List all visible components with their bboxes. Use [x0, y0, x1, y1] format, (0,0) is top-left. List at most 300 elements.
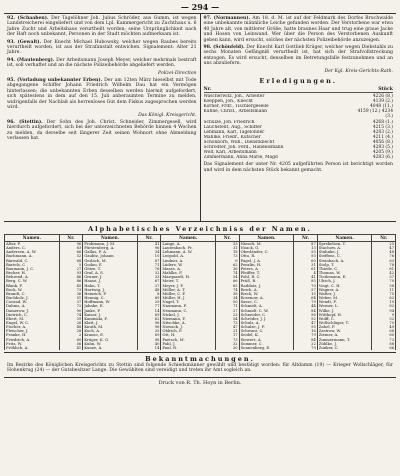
alphabetical-index-title: Alphabetisches Verzeichniss der Namen.: [4, 221, 396, 234]
index-number: 60: [294, 259, 317, 263]
index-number: 48: [372, 250, 396, 254]
index-number: 66: [372, 346, 396, 350]
index-name: Bachmann, A.: [5, 254, 60, 258]
index-name: Wolff, C.: [317, 317, 372, 321]
index-name: Oberländer, C.: [239, 250, 294, 254]
right-signature-1: Der Kgl. Kreis-Gerichts-Rath.: [324, 68, 393, 74]
index-number: 6: [216, 259, 239, 263]
index-number: 66: [216, 279, 239, 283]
index-number: 45: [59, 284, 82, 288]
index-number: 18: [216, 250, 239, 254]
index-name: Schneider, C.: [239, 313, 294, 317]
erledigungen-header: [204, 87, 394, 93]
index-number: 74: [216, 288, 239, 292]
index-name: Koch, A.: [83, 329, 138, 333]
top-section: [4, 13, 396, 221]
erledigungen-header-left: Nr.: [203, 87, 212, 93]
notice-item: [7, 40, 197, 56]
index-number: 26: [59, 321, 82, 325]
index-number: 71: [137, 263, 160, 267]
erledigung-name: Mahlke, Friedr., Kutscher: [203, 134, 261, 140]
left-column: [4, 14, 201, 221]
index-name: Gruner, J.: [83, 275, 138, 279]
index-name: Schmidt, C. W.: [239, 309, 294, 313]
index-number: 9: [372, 313, 396, 317]
index-name: Friedrich, A.: [5, 338, 60, 342]
index-name: Gaulitz, Johann: [83, 254, 138, 258]
index-name: Schulze, J. F.: [239, 325, 294, 329]
erledigung-name: Schönborn, Wilh., Dienstknecht: [203, 139, 275, 145]
index-number: 93: [294, 254, 317, 258]
index-name: Thomas, W.: [317, 271, 372, 275]
index-number: 75: [372, 292, 396, 296]
erledigung-number: 4283 (5.): [372, 145, 393, 150]
index-name: Bock, W.: [5, 288, 60, 292]
index-number: 36: [59, 292, 82, 296]
index-number: 98: [137, 338, 160, 342]
index-name: Wittkopf, H.: [317, 313, 372, 317]
index-name: Sommer, C.: [239, 342, 294, 346]
erledigung-number: 4215 (3.): [372, 124, 393, 130]
index-number: 85: [294, 279, 317, 283]
index-number: 11: [372, 288, 396, 292]
index-name: Mahlke, F.: [161, 271, 216, 275]
index-number: 73: [59, 288, 82, 292]
index-name: Gallus, F. A.: [83, 250, 138, 254]
index-column-header: Namen.: [161, 235, 216, 242]
index-name: Fleischer, J.: [5, 329, 60, 333]
index-name: Lüders, W.: [161, 263, 216, 267]
index-number: 67: [137, 279, 160, 283]
index-number: 35: [137, 329, 160, 333]
index-column-header: Namen.: [317, 235, 372, 242]
index-name: Andersen, A. W.: [5, 250, 60, 254]
index-number: 58: [372, 284, 396, 288]
index-name: Nickel, J.: [161, 313, 216, 317]
notice-96-head: 96. (Stettin).: [7, 119, 43, 125]
notice-96-text: Der Sohn des Joh. Christ. Schneider, Zimmergesell, wird hierdurch aufgefordert, sich bei der unterzeichneten Behörde binnen 4 Wochen zu melden, da derselbe seit längerer Zeit seinen Wohnort ohne Abmeldung verlassen hat.: [7, 119, 197, 142]
index-number: 32: [137, 271, 160, 275]
index-number: 8: [137, 292, 160, 296]
index-number: 73: [216, 321, 239, 325]
index-number: 21: [216, 329, 239, 333]
index-name: Reich, A.: [239, 288, 294, 292]
index-name: Stachow, A.: [317, 246, 372, 250]
index-number: 74: [216, 271, 239, 275]
erledigung-number: 4205 (9.): [372, 150, 393, 156]
index-number: 30: [216, 346, 239, 350]
index-name: Kuhn, W.: [83, 342, 138, 346]
notice-95-head: 95. (Vorladung unbekannter Erben).: [7, 78, 103, 84]
index-column-header: Namen.: [239, 235, 294, 242]
erledigung-number: 4211 (4.): [372, 134, 393, 140]
index-number: 37: [59, 300, 82, 304]
index-name: Hahn, T.: [83, 284, 138, 288]
index-number: 94: [372, 309, 396, 313]
index-number: 38: [216, 292, 239, 296]
index-number: 57: [294, 288, 317, 292]
erledigung-number: 4159 (12.) 4234 (3.): [357, 109, 393, 120]
alphabetical-index-header: [5, 235, 396, 242]
index-number: 60: [59, 338, 82, 342]
notice-text: Der Knecht Michael Hubowsky, welcher wegen Raubes bereits verurtheilt worden, ist aus der Strafanstalt entwichen. Signalement: Alter 21 Jahre.: [7, 39, 197, 56]
index-name: Baumann, J. C.: [5, 267, 60, 271]
erledigung-name: Schrödter, Joh. Ferd., Handelsmann: [203, 145, 284, 150]
bekanntmachungen-title: Bekanntmachungen.: [4, 352, 396, 363]
alphabetical-index-table: [4, 234, 396, 350]
index-name: Wilke, J.: [317, 309, 372, 313]
index-name: Conrad, W.: [5, 300, 60, 304]
index-name: Siewert, A.: [239, 338, 294, 342]
index-number: 90: [59, 309, 82, 313]
index-name: Zimmermann, T.: [317, 338, 372, 342]
index-number: 70: [294, 284, 317, 288]
erledigung-number: 4139 (2.): [372, 99, 393, 105]
index-number: 68: [372, 329, 396, 333]
index-name: Ebert, M.: [5, 317, 60, 321]
index-name: Jahnke, E.: [83, 304, 138, 308]
index-number: 83: [59, 246, 82, 250]
index-name: Wendt, F.: [317, 300, 372, 304]
index-name: Schmidt, A.: [239, 304, 294, 308]
index-name: Hennig, C.: [83, 296, 138, 300]
index-number: 96: [294, 313, 317, 317]
index-name: Paetsch, M.: [161, 338, 216, 342]
index-number: 54: [216, 275, 239, 279]
index-number: 63: [372, 259, 396, 263]
index-name: Müller, H. J.: [161, 296, 216, 300]
index-name: Dahms, A.: [5, 304, 60, 308]
index-number: 48: [59, 325, 82, 329]
index-number: 92: [294, 317, 317, 321]
index-number: 47: [372, 246, 396, 250]
index-number: 69: [137, 313, 160, 317]
index-name: Paul, R.: [161, 346, 216, 350]
index-name: Marquardt, H.: [161, 275, 216, 279]
notice-head: 93. (Gewalt).: [7, 39, 42, 45]
index-number: 31: [216, 246, 239, 250]
index-number: 42: [372, 271, 396, 275]
index-number: 32: [216, 342, 239, 346]
index-number: 96: [59, 242, 82, 247]
printer-imprint: Druck von R. Th. Hoyn in Berlin.: [4, 377, 396, 386]
index-number: 87: [294, 242, 317, 247]
erledigung-number: 4226 (8.): [372, 94, 393, 100]
index-name: Ott, H.: [161, 333, 216, 337]
index-number: 75: [372, 321, 396, 325]
index-number: 27: [59, 267, 82, 271]
index-number: 77: [137, 304, 160, 308]
index-name: Buchholz, J.: [5, 296, 60, 300]
index-name: Pahl, J.: [161, 342, 216, 346]
index-name: Janke, F.: [83, 309, 138, 313]
index-name: Otto, R.: [239, 254, 294, 258]
notice-text: Am 18. d. M. ist auf der Feldmark des Dorfes Bruchwalde eine unbekannte männliche Leiche gefunden worden. Der Verstorbene war etwa 40 Jahre alt, von mittlerer Größe, hatte braunes Haar und trug eine graue Jacke und Hosen von Leinwand. Wer über die Person des Verstorbenen Auskunft geben kann, wird ersucht, solches der nächsten Polizeibehörde anzuzeigen.: [203, 16, 393, 43]
index-name: Prüß, B.: [239, 279, 294, 283]
index-number: 62: [216, 263, 239, 267]
index-name: Stolp, T.: [317, 263, 372, 267]
index-name: Blank, F.: [5, 284, 60, 288]
index-number: 96: [137, 246, 160, 250]
index-number: 68: [59, 259, 82, 263]
index-name: Lindner, A.: [161, 259, 216, 263]
index-name: Möller, A. T.: [161, 288, 216, 292]
index-number: 71: [216, 304, 239, 308]
index-name: Penzlin, H.: [239, 263, 294, 267]
notice-head: 97. (Normannen).: [203, 16, 251, 21]
index-name: Gerlach, M.: [83, 259, 138, 263]
index-name: Lehmann, A. W.: [161, 250, 216, 254]
index-name: Stahnke, J.: [317, 250, 372, 254]
index-column-header: Namen.: [5, 235, 60, 242]
index-number: 2: [59, 333, 82, 337]
erledigung-row: [204, 109, 394, 119]
index-name: Schröder, J. J.: [239, 317, 294, 321]
index-column-header: Nr.: [216, 235, 239, 242]
index-name: Raddatz, J.: [239, 284, 294, 288]
index-name: Graf, A. S.: [83, 271, 138, 275]
index-number: 87: [137, 259, 160, 263]
index-number: 37: [372, 275, 396, 279]
index-number: 79: [294, 333, 317, 337]
index-name: Krüger, K. G.: [83, 338, 138, 342]
index-name: Damerow, J.: [5, 309, 60, 313]
index-name: Krause, E.: [83, 333, 138, 337]
index-name: Schwarz, C.: [239, 329, 294, 333]
index-name: Maass, A.: [161, 267, 216, 271]
index-number: 34: [216, 296, 239, 300]
index-number: 10: [137, 254, 160, 258]
erledigungen-note: Das Signalement der unter Nr. 4205 aufgeführten Person ist berichtigt worden und wird in dem nächsten Stück bekannt gemacht.: [203, 162, 393, 173]
left-signature-2: Das Königl. Kreisgericht.: [138, 112, 197, 118]
index-name: Fürstenberg, A.: [83, 246, 138, 250]
index-column-header: Namen.: [83, 235, 138, 242]
erledigungen-header-right: Stück: [378, 87, 393, 93]
index-number: 40: [137, 342, 160, 346]
index-name: Seidel, K.: [239, 333, 294, 337]
erledigung-name: Schulze, Joh. Friedrich: [203, 119, 255, 125]
index-number: 95: [294, 325, 317, 329]
index-name: Kunze, A.: [83, 346, 138, 350]
index-name: Frohmann, J. M.: [83, 242, 138, 247]
index-number: 81: [372, 267, 396, 271]
index-name: Godau, F.: [83, 263, 138, 267]
index-name: Zunker, C.: [317, 346, 372, 350]
notice-item: [7, 58, 197, 69]
erledigung-number: 4283 (2.): [372, 129, 393, 135]
index-number: 76: [372, 254, 396, 258]
notice-text: Der Arbeitsmann Joseph Meyer, welcher mehrmals bestraft ist, soll verhaftet und an die nächste Polizeibehörde abgeliefert werden.: [7, 57, 197, 69]
left-notices: [7, 16, 197, 69]
erledigung-name: Kühne, Christ., Arbeitsmann: [203, 109, 267, 115]
index-name: Pagel, J. A.: [239, 259, 294, 263]
index-name: Sprekelsen, T.: [317, 242, 372, 247]
index-number: 65: [216, 284, 239, 288]
erledigungen-list: [204, 94, 394, 160]
index-number: 44: [294, 304, 317, 308]
index-number: 17: [216, 333, 239, 337]
index-number: 51: [59, 296, 82, 300]
index-name: Steffens, C.: [317, 254, 372, 258]
index-column-header: Nr.: [294, 235, 317, 242]
index-number: 22: [294, 342, 317, 346]
index-number: 33: [137, 275, 160, 279]
bekanntmachungen-text: Im Bezirke des Königlichen Kreisgerichts zu Stettin sind folgende Schiedsmänner gewählt und bestätigt worden: für Altdamm (19) — Krieger Wollschläger, für Hohenkrug (24) — der Gutsbesitzer Lange. Die Gewählten sind vereidigt und treten ihr Amt sogleich an.: [7, 363, 393, 374]
index-number: 50: [216, 300, 239, 304]
index-name: Ulrich, J.: [317, 279, 372, 283]
index-name: Steinbach, A.: [317, 259, 372, 263]
index-number: 47: [216, 325, 239, 329]
index-name: Lautenbach, Fr.: [161, 246, 216, 250]
index-number: 41: [137, 242, 160, 247]
notice-95: [7, 78, 197, 110]
index-number: 69: [137, 333, 160, 337]
erledigung-name: Wolf, Karl, Arbeitsmann: [203, 150, 257, 156]
index-name: Meier, T.: [161, 279, 216, 283]
erledigung-name: Zimmermann, Anna Marie, Magd: [203, 155, 278, 161]
index-number: 48: [137, 288, 160, 292]
erledigungen-title: Erledigungen.: [259, 77, 338, 86]
index-number: 73: [216, 338, 239, 342]
index-number: 47: [294, 321, 317, 325]
index-number: 78: [372, 263, 396, 267]
index-name: Nieselt, M.: [239, 242, 294, 247]
notice-text: Der Knecht Karl Gottlieb Krüger, welcher wegen Diebstahls zu sechs Monaten Gefängniß verurtheilt ist, hat sich der Strafvollstreckung entzogen. Es wird ersucht, denselben im Betretungsfalle festzunehmen und an uns abzuliefern.: [203, 45, 393, 67]
right-column: [201, 14, 397, 221]
index-number: 49: [372, 325, 396, 329]
index-number: 96: [137, 321, 160, 325]
index-name: Götze, T.: [83, 267, 138, 271]
index-name: Engel, W. C.: [5, 321, 60, 325]
index-number: 15: [294, 292, 317, 296]
index-number: 23: [216, 313, 239, 317]
page-number: — 294 —: [180, 2, 220, 12]
index-name: Walter, J.: [317, 292, 372, 296]
index-name: Franke, H.: [5, 333, 60, 337]
index-number: 84: [294, 338, 317, 342]
index-number: 96: [137, 325, 160, 329]
index-name: Hartwig, J.: [83, 288, 138, 292]
index-number: 64: [294, 296, 317, 300]
index-name: Knuth, M.: [83, 325, 138, 329]
index-number: 72: [59, 304, 82, 308]
index-number: 31: [294, 263, 317, 267]
index-name: Zühlke, J.: [317, 342, 372, 346]
index-name: Bartels, C.: [5, 263, 60, 267]
index-name: Naumann, F.: [161, 304, 216, 308]
notice-item: [204, 16, 394, 43]
index-number: 14: [137, 309, 160, 313]
erledigung-name: Lehmann, Karl, Tagelöhner: [203, 129, 265, 135]
index-name: Ziemer, A.: [317, 333, 372, 337]
index-name: Becker, H.: [5, 271, 60, 275]
index-name: Schulz, A.: [239, 321, 294, 325]
notice-head: 94. (Mautenberg).: [7, 57, 55, 63]
index-name: Werner, L.: [317, 304, 372, 308]
index-name: Rieck, W.: [239, 292, 294, 296]
index-name: Pfeiffer, T.: [239, 271, 294, 275]
index-number: 80: [372, 333, 396, 337]
erledigung-number: 4268 (1.): [372, 119, 393, 125]
index-name: Berg, C. W.: [5, 279, 60, 283]
index-name: Leopold, A.: [161, 254, 216, 258]
index-name: Brandt, C.: [5, 292, 60, 296]
index-name: Behrend, A.: [5, 275, 60, 279]
index-name: Zabel, F.: [317, 325, 372, 329]
alphabetical-index-body: [5, 242, 396, 351]
index-name: Zastrow, W.: [317, 329, 372, 333]
index-name: Haase, J.: [83, 279, 138, 283]
index-number: 73: [216, 254, 239, 258]
notice-item: [7, 16, 197, 38]
index-column-header: Nr.: [59, 235, 82, 242]
index-name: Niemann, F.: [161, 317, 216, 321]
index-number: 4: [294, 271, 317, 275]
index-number: 27: [216, 309, 239, 313]
erledigung-number: 4048 (11.): [370, 104, 393, 110]
index-name: Bärwald, C.: [5, 259, 60, 263]
index-number: 36: [216, 267, 239, 271]
index-number: 61: [294, 267, 317, 271]
index-number: 19: [372, 300, 396, 304]
index-name: Nagel, T.: [161, 300, 216, 304]
index-name: Fröhlich, A.: [5, 346, 60, 350]
index-number: 82: [372, 304, 396, 308]
erledigung-name: Körner, Frdr., Tischlergeselle: [203, 104, 269, 110]
index-number: 28: [59, 329, 82, 333]
newspaper-page: [4, 2, 396, 472]
index-number: 73: [372, 338, 396, 342]
index-number: 25: [372, 242, 396, 247]
index-number: 89: [137, 296, 160, 300]
index-number: 53: [216, 242, 239, 247]
index-name: Voigt, C. H.: [317, 284, 372, 288]
notice-96: [7, 120, 197, 142]
erledigung-name: Koeppen, Joh., Knecht: [203, 99, 253, 105]
index-number: 52: [372, 317, 396, 321]
index-name: Pohl, R. C.: [239, 275, 294, 279]
index-number: 62: [372, 296, 396, 300]
index-name: Wollschläger, T.: [317, 321, 372, 325]
notice-item: [204, 45, 394, 67]
index-name: Kaminski, F.: [83, 317, 138, 321]
index-number: 46: [59, 275, 82, 279]
index-column-header: Nr.: [137, 235, 160, 242]
index-number: 37: [137, 284, 160, 288]
notice-head: 92. (Schaaben).: [7, 16, 49, 21]
left-signature-1: Polizei-Direction: [158, 70, 197, 76]
index-name: Peters, A.: [239, 267, 294, 271]
index-number: 52: [59, 254, 82, 258]
index-number: 5: [59, 263, 82, 267]
index-number: 84: [294, 309, 317, 313]
index-name: Meyer, J. F.: [161, 284, 216, 288]
index-number: 79: [294, 300, 317, 304]
index-number: 86: [59, 279, 82, 283]
index-number: 14: [137, 346, 160, 350]
index-name: Heinrich, F.: [83, 292, 138, 296]
index-name: Wagner, A.: [317, 288, 372, 292]
index-name: Ohlrich, P.: [161, 329, 216, 333]
erledigung-name: Wäscherwitz, Joh., Arbeiter: [203, 94, 265, 100]
index-number: 54: [216, 317, 239, 321]
index-name: Sasse, C.: [239, 300, 294, 304]
index-name: Nowack, J.: [161, 325, 216, 329]
index-name: Sonnenberg, E.: [239, 346, 294, 350]
notice-95-text: Der am 12ten März hieselbst mit Tode abgegangene Schiffer Johann Friedrich Wilhelm Dau hat ein Vermögen hinterlassen; die unbekannten Erben desselben werden hiermit aufgefordert, sich spätestens in dem auf den 15. Juli anberaumten Termine zu melden, widrigenfalls der Nachlaß als herrenloses Gut dem Fiskus zugesprochen werden wird.: [7, 78, 197, 111]
erledigung-name: Lauchstedt, Aug., Schiffer: [203, 124, 262, 130]
index-name: Rosenow, A.: [239, 296, 294, 300]
